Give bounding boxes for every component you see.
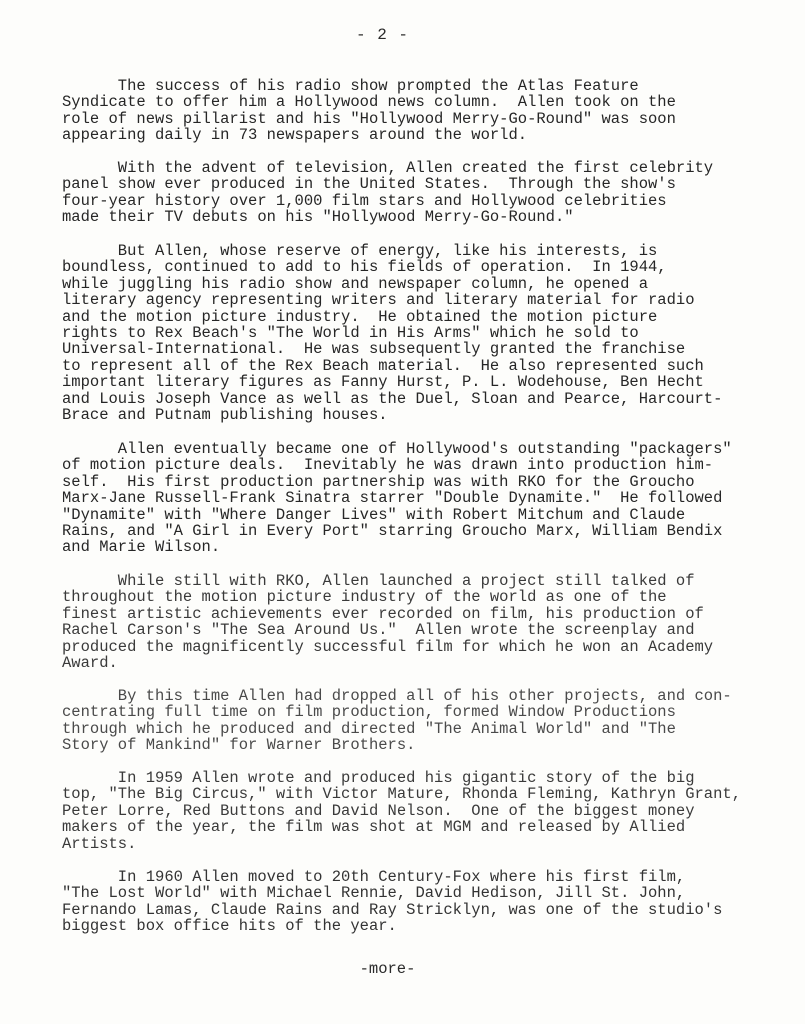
more-footer: -more- xyxy=(359,960,416,978)
paragraph-television: With the advent of television, Allen created the first celebrity panel show ever produced in the United States. Through the show's four-year history over 1,000 film stars and Hollywood celebrities made their TV debuts on his "Hollywood Merry-Go-Round." xyxy=(62,159,714,227)
paragraph-lost-world: In 1960 Allen moved to 20th Century-Fox where his first film, "The Lost World" with Michael Rennie, David Hedison, Jill St. John, Fernando Lamas, Claude Rains and Ray Stricklyn, was one of the studio's biggest box office hits of the year. xyxy=(62,868,723,936)
page-number: - 2 - xyxy=(355,26,409,44)
paragraph-radio-show: The success of his radio show prompted the Atlas Feature Syndicate to offer him a Hollywood news column. Allen took on the role of news pillarist and his "Hollywood Merry-Go-Round" was soon appearing daily in 73 newspapers around the world. xyxy=(62,77,676,145)
paragraph-big-circus: In 1959 Allen wrote and produced his gigantic story of the big top, "The Big Circus," with Victor Mature, Rhonda Fleming, Kathryn Grant, Peter Lorre, Red Buttons and David Nelson. One of the biggest money makers of the year, the film was shot at MGM and released by Allied Artists. xyxy=(62,769,742,853)
paragraph-packager: Allen eventually became one of Hollywood's outstanding "packagers" of motion picture deals. Inevitably he was drawn into production him- self. His first production partnership was with RKO for the Groucho Marx-Jane Russell-Frank Sinatra starrer "Double Dynamite." He followed "Dynamite" with "Where Danger Lives" with Robert Mitchum and Claude Rains, and "A Girl in Every Port" starring Groucho Marx, William Bendix and Marie Wilson. xyxy=(62,440,732,557)
paragraph-window-productions: By this time Allen had dropped all of his other projects, and con- centrating full time on film production, formed Window Productions through which he produced and directed "The Animal World" and "The Story of Mankind" for Warner Brothers. xyxy=(62,687,732,755)
paragraph-sea-around-us: While still with RKO, Allen launched a project still talked of throughout the motion picture industry of the world as one of the finest artistic achievements ever recorded on film, his production of Rachel Carson's "The Sea Around Us." Allen wrote the screenplay and produced the magnificently successful film for which he won an Academy Award. xyxy=(62,572,714,673)
paragraph-literary-agency: But Allen, whose reserve of energy, like his interests, is boundless, continued to add to his fields of operation. In 1944, while juggling his radio show and newspaper column, he opened a literary agency representing writers and literary material for radio and the motion picture industry. He obtained the motion picture rights to Rex Beach's "The World in His Arms" which he sold to Universal-International. He was subsequently granted the franchise to represent all of the Rex Beach material. He also represented such important literary figures as Fanny Hurst, P. L. Wodehouse, Ben Hecht and Louis Joseph Vance as well as the Duel, Sloan and Pearce, Harcourt- Brace and Putnam publishing houses. xyxy=(62,242,723,425)
